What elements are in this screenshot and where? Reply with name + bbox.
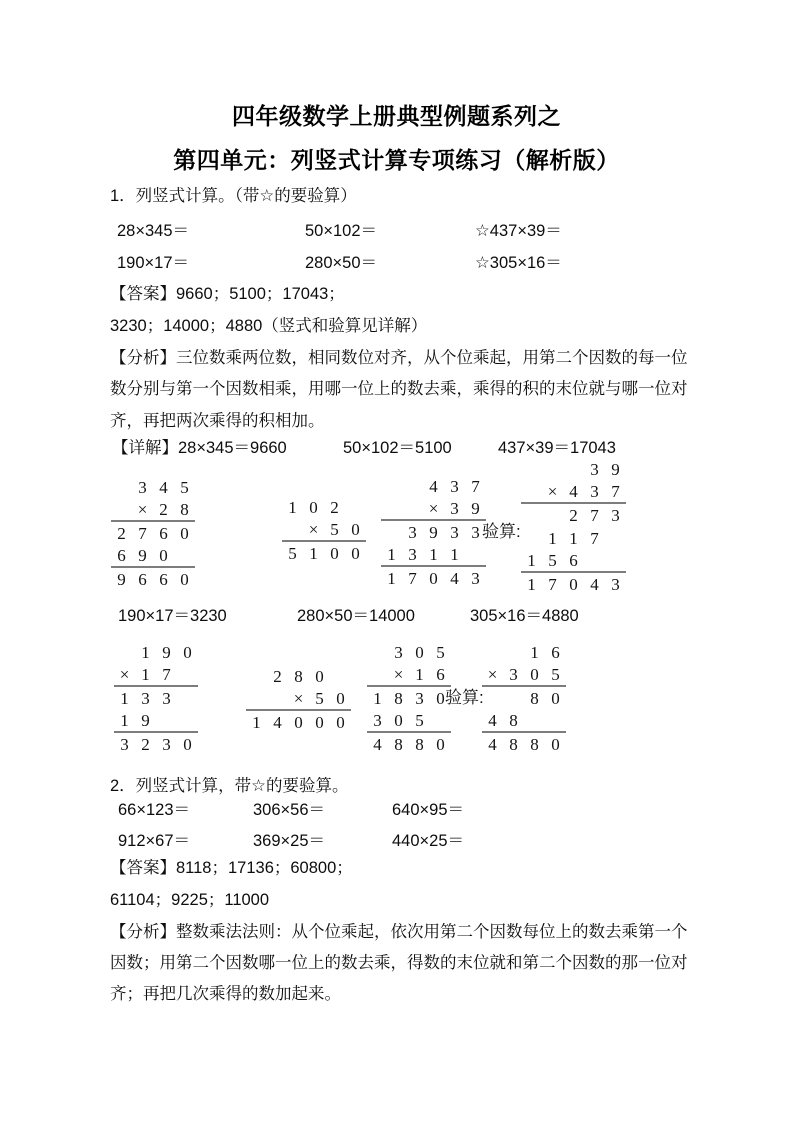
vertical-calc-row bbox=[521, 458, 626, 481]
digit-cell: 7 bbox=[408, 569, 417, 588]
problem1-analysis-line2: 数分别与第一个因数相乘，用哪一位上的数去乘，乘得的积的末位就与哪一位对 bbox=[110, 380, 688, 398]
vertical-calc-row bbox=[114, 687, 198, 710]
vertical-calc-102x50 bbox=[282, 496, 366, 565]
digit-cell: 3 bbox=[450, 523, 459, 542]
vertical-calc-280x50 bbox=[246, 665, 351, 734]
digit-cell: 7 bbox=[590, 529, 599, 548]
digit-cell: 3 bbox=[471, 523, 480, 542]
digit-cell: 0 bbox=[551, 735, 560, 754]
vertical-calc-row bbox=[521, 573, 626, 596]
digit-cell: 0 bbox=[351, 520, 360, 539]
digit-cell: 6 bbox=[159, 570, 168, 589]
digit-cell: 3 bbox=[162, 735, 171, 754]
vertical-calc-row bbox=[367, 733, 451, 756]
problem2-eq-640x95: 640×95＝ bbox=[392, 801, 465, 819]
digit-cell: 8 bbox=[394, 689, 403, 708]
digit-cell: 0 bbox=[180, 524, 189, 543]
digit-cell: 3 bbox=[394, 643, 403, 662]
digit-cell: 4 bbox=[488, 735, 497, 754]
digit-cell: 2 bbox=[141, 735, 150, 754]
digit-cell: 1 bbox=[141, 665, 150, 684]
vertical-calc-row bbox=[367, 641, 451, 664]
digit-cell: 6 bbox=[436, 665, 445, 684]
digit-cell: 4 bbox=[273, 713, 282, 732]
vertical-calc-row bbox=[381, 521, 486, 544]
vertical-calc-row bbox=[482, 641, 566, 664]
digit-cell: 5 bbox=[315, 689, 324, 708]
multiply-sign: × bbox=[137, 500, 148, 519]
digit-cell: 9 bbox=[141, 711, 150, 730]
vertical-calc-row bbox=[111, 545, 195, 568]
problem1-detail-eq3: 437×39＝17043 bbox=[498, 439, 616, 457]
digit-cell: 3 bbox=[611, 506, 620, 525]
digit-cell: 4 bbox=[373, 735, 382, 754]
vertical-calc-row bbox=[381, 544, 486, 567]
digit-cell: 3 bbox=[450, 477, 459, 496]
problem1-answer-line1: 【答案】9660；5100；17043； bbox=[110, 285, 345, 303]
digit-cell: 4 bbox=[569, 482, 578, 501]
problem1-eq-437x39: ☆437×39＝ bbox=[475, 222, 562, 240]
problem1-eq-50x102: 50×102＝ bbox=[305, 222, 378, 240]
digit-cell: 3 bbox=[141, 689, 150, 708]
digit-cell: 5 bbox=[415, 711, 424, 730]
vertical-calc-305x16 bbox=[367, 641, 451, 756]
vertical-calc-row bbox=[521, 504, 626, 527]
vertical-calc-row bbox=[381, 567, 486, 590]
vertical-calc-row bbox=[482, 733, 566, 756]
digit-cell: 3 bbox=[611, 575, 620, 594]
digit-cell: 8 bbox=[180, 500, 189, 519]
vertical-calc-row bbox=[367, 687, 451, 710]
digit-cell: 1 bbox=[387, 569, 396, 588]
vertical-calc-190x17 bbox=[114, 641, 198, 756]
digit-cell: 7 bbox=[138, 524, 147, 543]
digit-cell: 4 bbox=[429, 477, 438, 496]
digit-cell: 7 bbox=[162, 665, 171, 684]
multiply-sign: × bbox=[428, 499, 439, 518]
problem2-analysis-line2: 因数；用第二个因数哪一位上的数去乘，得数的末位就和第二个因数的那一位对 bbox=[110, 954, 688, 972]
problem2-eq-912x67: 912×67＝ bbox=[118, 832, 191, 850]
vertical-calc-row bbox=[482, 687, 566, 710]
digit-cell: 3 bbox=[138, 478, 147, 497]
digit-cell: 0 bbox=[294, 713, 303, 732]
problem2-answer-line1: 【答案】8118；17136；60800； bbox=[110, 859, 353, 877]
check-label-305x16: 验算: bbox=[445, 688, 484, 707]
digit-cell: 0 bbox=[183, 643, 192, 662]
digit-cell: 6 bbox=[138, 570, 147, 589]
digit-cell: 7 bbox=[590, 506, 599, 525]
digit-cell: 0 bbox=[336, 713, 345, 732]
problem1-detail-eq5: 280×50＝14000 bbox=[297, 607, 415, 625]
digit-cell: 7 bbox=[548, 575, 557, 594]
doc-title-line2: 第四单元：列竖式计算专项练习（解析版） bbox=[173, 147, 620, 173]
digit-cell: 5 bbox=[551, 665, 560, 684]
digit-cell: 4 bbox=[590, 575, 599, 594]
vertical-calc-row bbox=[282, 496, 366, 519]
problem1-eq-28x345: 28×345＝ bbox=[117, 222, 190, 240]
vertical-calc-345x28 bbox=[111, 476, 195, 591]
digit-cell: 8 bbox=[530, 689, 539, 708]
problem2-answer-line2: 61104；9225；11000 bbox=[110, 891, 270, 909]
vertical-calc-row bbox=[521, 481, 626, 504]
vertical-calc-row bbox=[381, 498, 486, 521]
digit-cell: 7 bbox=[471, 477, 480, 496]
problem1-prompt: 1．列竖式计算。（带☆的要验算） bbox=[110, 187, 357, 205]
digit-cell: 5 bbox=[330, 520, 339, 539]
problem2-prompt: 2．列竖式计算，带☆的要验算。 bbox=[110, 777, 349, 795]
digit-cell: 1 bbox=[450, 545, 459, 564]
digit-cell: 0 bbox=[309, 498, 318, 517]
digit-cell: 1 bbox=[527, 551, 536, 570]
problem2-eq-306x56: 306×56＝ bbox=[253, 801, 326, 819]
digit-cell: 3 bbox=[408, 545, 417, 564]
vertical-calc-row bbox=[114, 710, 198, 733]
vertical-calc-row bbox=[367, 710, 451, 733]
digit-cell: 5 bbox=[548, 551, 557, 570]
digit-cell: 8 bbox=[415, 735, 424, 754]
vertical-check-16x305 bbox=[482, 641, 566, 756]
digit-cell: 1 bbox=[548, 529, 557, 548]
digit-cell: 8 bbox=[509, 711, 518, 730]
digit-cell: 3 bbox=[450, 499, 459, 518]
multiply-sign: × bbox=[293, 689, 304, 708]
problem1-eq-305x16: ☆305×16＝ bbox=[475, 254, 562, 272]
digit-cell: 9 bbox=[471, 499, 480, 518]
vertical-calc-437x39 bbox=[381, 475, 486, 590]
problem1-answer-line2: 3230；14000；4880（竖式和验算见详解） bbox=[110, 317, 428, 335]
vertical-check-39x437 bbox=[521, 458, 626, 596]
digit-cell: 0 bbox=[530, 665, 539, 684]
digit-cell: 0 bbox=[315, 713, 324, 732]
problem2-analysis-line1: 【分析】整数乘法法则：从个位乘起，依次用第二个因数每位上的数去乘第一个 bbox=[110, 923, 688, 941]
check-label-437x39: 验算: bbox=[482, 522, 521, 541]
digit-cell: 6 bbox=[117, 546, 126, 565]
doc-title-line1: 四年级数学上册典型例题系列之 bbox=[232, 103, 561, 129]
digit-cell: 3 bbox=[415, 689, 424, 708]
digit-cell: 2 bbox=[273, 667, 282, 686]
digit-cell: 5 bbox=[288, 544, 297, 563]
digit-cell: 6 bbox=[569, 551, 578, 570]
multiply-sign: × bbox=[487, 665, 498, 684]
digit-cell: 6 bbox=[551, 643, 560, 662]
multiply-sign: × bbox=[308, 520, 319, 539]
digit-cell: 5 bbox=[436, 643, 445, 662]
problem1-detail-eq1: 【详解】28×345＝9660 bbox=[112, 439, 287, 457]
digit-cell: 9 bbox=[117, 570, 126, 589]
digit-cell: 4 bbox=[159, 478, 168, 497]
vertical-calc-row bbox=[111, 476, 195, 499]
problem2-eq-66x123: 66×123＝ bbox=[118, 801, 191, 819]
digit-cell: 0 bbox=[336, 689, 345, 708]
vertical-calc-row bbox=[114, 733, 198, 756]
digit-cell: 1 bbox=[527, 575, 536, 594]
vertical-calc-row bbox=[246, 665, 351, 688]
digit-cell: 0 bbox=[183, 735, 192, 754]
multiply-sign: × bbox=[393, 665, 404, 684]
vertical-calc-row bbox=[521, 550, 626, 573]
multiply-sign: × bbox=[119, 665, 130, 684]
digit-cell: 0 bbox=[394, 711, 403, 730]
digit-cell: 3 bbox=[373, 711, 382, 730]
problem1-detail-eq4: 190×17＝3230 bbox=[118, 607, 227, 625]
vertical-calc-row bbox=[482, 664, 566, 687]
digit-cell: 1 bbox=[373, 689, 382, 708]
digit-cell: 1 bbox=[141, 643, 150, 662]
vertical-calc-row bbox=[246, 711, 351, 734]
digit-cell: 8 bbox=[394, 735, 403, 754]
digit-cell: 2 bbox=[159, 500, 168, 519]
vertical-calc-row bbox=[282, 542, 366, 565]
digit-cell: 0 bbox=[569, 575, 578, 594]
digit-cell: 0 bbox=[436, 689, 445, 708]
problem2-eq-440x25: 440×25＝ bbox=[392, 832, 465, 850]
vertical-calc-row bbox=[381, 475, 486, 498]
problem1-eq-190x17: 190×17＝ bbox=[117, 254, 190, 272]
digit-cell: 0 bbox=[436, 735, 445, 754]
digit-cell: 0 bbox=[551, 689, 560, 708]
digit-cell: 3 bbox=[509, 665, 518, 684]
vertical-calc-row bbox=[482, 710, 566, 733]
digit-cell: 2 bbox=[117, 524, 126, 543]
digit-cell: 8 bbox=[294, 667, 303, 686]
digit-cell: 0 bbox=[330, 544, 339, 563]
digit-cell: 0 bbox=[415, 643, 424, 662]
digit-cell: 1 bbox=[252, 713, 261, 732]
digit-cell: 3 bbox=[408, 523, 417, 542]
digit-cell: 4 bbox=[488, 711, 497, 730]
digit-cell: 1 bbox=[387, 545, 396, 564]
vertical-calc-row bbox=[111, 499, 195, 522]
digit-cell: 5 bbox=[180, 478, 189, 497]
digit-cell: 3 bbox=[471, 569, 480, 588]
problem2-eq-369x25: 369×25＝ bbox=[253, 832, 326, 850]
digit-cell: 8 bbox=[509, 735, 518, 754]
vertical-calc-row bbox=[367, 664, 451, 687]
digit-cell: 0 bbox=[351, 544, 360, 563]
digit-cell: 9 bbox=[162, 643, 171, 662]
digit-cell: 1 bbox=[120, 689, 129, 708]
digit-cell: 0 bbox=[180, 570, 189, 589]
digit-cell: 3 bbox=[590, 482, 599, 501]
digit-cell: 9 bbox=[611, 460, 620, 479]
digit-cell: 1 bbox=[288, 498, 297, 517]
digit-cell: 9 bbox=[429, 523, 438, 542]
vertical-calc-row bbox=[246, 688, 351, 711]
digit-cell: 1 bbox=[429, 545, 438, 564]
digit-cell: 2 bbox=[569, 506, 578, 525]
digit-cell: 0 bbox=[159, 546, 168, 565]
digit-cell: 0 bbox=[429, 569, 438, 588]
digit-cell: 1 bbox=[309, 544, 318, 563]
vertical-calc-row bbox=[111, 522, 195, 545]
digit-cell: 4 bbox=[450, 569, 459, 588]
digit-cell: 3 bbox=[590, 460, 599, 479]
problem1-detail-eq2: 50×102＝5100 bbox=[343, 439, 452, 457]
digit-cell: 8 bbox=[530, 735, 539, 754]
digit-cell: 1 bbox=[415, 665, 424, 684]
problem1-analysis-line3: 齐，再把两次乘得的积相加。 bbox=[110, 412, 325, 430]
vertical-calc-row bbox=[114, 664, 198, 687]
digit-cell: 3 bbox=[120, 735, 129, 754]
vertical-calc-row bbox=[111, 568, 195, 591]
problem1-eq-280x50: 280×50＝ bbox=[305, 254, 378, 272]
digit-cell: 1 bbox=[569, 529, 578, 548]
problem2-analysis-line3: 齐；再把几次乘得的数加起来。 bbox=[110, 985, 341, 1003]
digit-cell: 3 bbox=[162, 689, 171, 708]
digit-cell: 7 bbox=[611, 482, 620, 501]
digit-cell: 1 bbox=[530, 643, 539, 662]
digit-cell: 0 bbox=[315, 667, 324, 686]
vertical-calc-row bbox=[114, 641, 198, 664]
problem1-analysis-line1: 【分析】三位数乘两位数，相同数位对齐，从个位乘起，用第二个因数的每一位 bbox=[110, 349, 688, 367]
digit-cell: 1 bbox=[120, 711, 129, 730]
vertical-calc-row bbox=[282, 519, 366, 542]
digit-cell: 9 bbox=[138, 546, 147, 565]
vertical-calc-row bbox=[521, 527, 626, 550]
multiply-sign: × bbox=[547, 482, 558, 501]
problem1-detail-eq6: 305×16＝4880 bbox=[470, 607, 579, 625]
digit-cell: 2 bbox=[330, 498, 339, 517]
digit-cell: 6 bbox=[159, 524, 168, 543]
